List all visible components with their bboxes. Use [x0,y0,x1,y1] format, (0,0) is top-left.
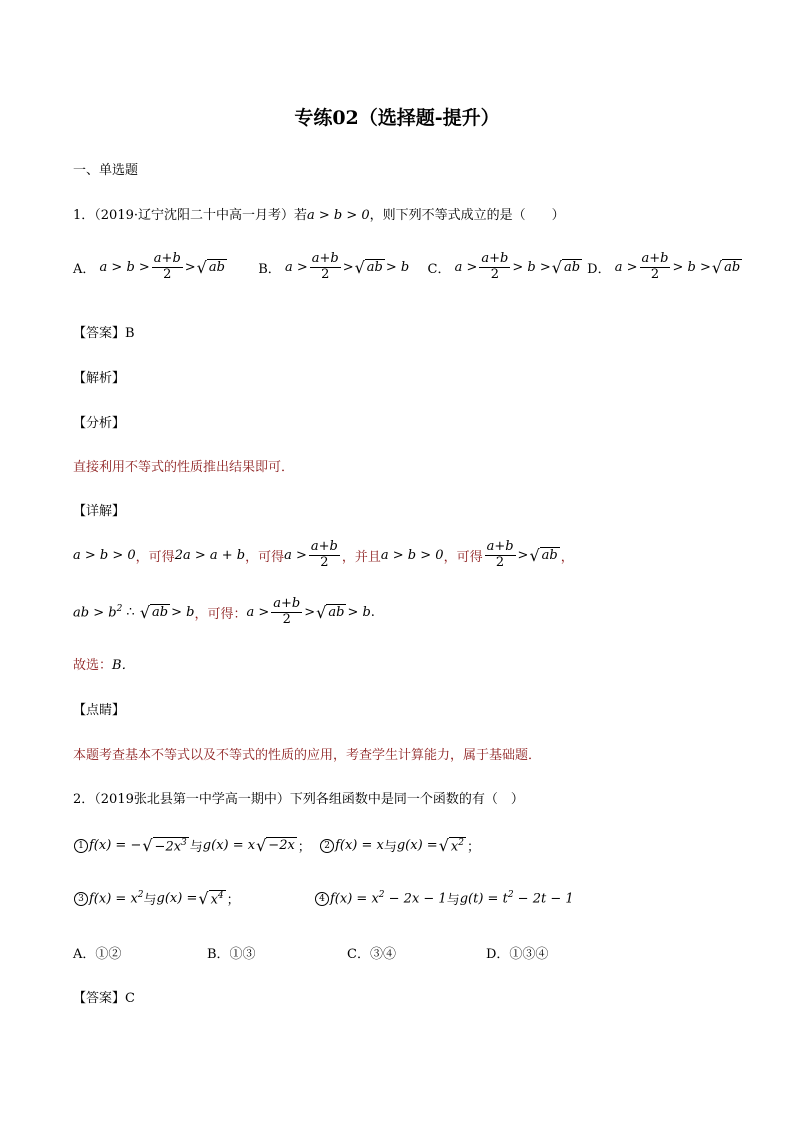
q1-detail-line2: ab > $b^2$ ∴ √ ab > b ，可得： a > $\frac{a+b}{2}$ > √ ab > b . [73,596,375,627]
section-heading: 一、单选题 [73,163,139,178]
q2-item-4: 4 $f(x) = x^2 - 2x - 1$ 与 $g(t) = t^2 - 2t - 1$ [314,889,574,908]
q1-stem: 1．（2019·辽宁沈阳二十中高一月考）若a > b > 0，则下列不等式成立的是（ ） [73,208,565,223]
q2-stem: 2．（2019张北县第一中学高一期中）下列各组函数中是同一个函数的有（ ） [73,792,524,807]
q1-fenxi-label: 【分析】 [73,416,126,431]
q1-option-a: A． a > b > $\frac{a+b}{2}$ > √ ab [73,251,225,282]
q1-dianjing-label: 【点睛】 [73,703,126,718]
q1-option-c: C． a > $\frac{a+b}{2}$ > b > √ ab [427,251,581,282]
q1-answer: 【答案】B [73,326,135,341]
q1-guxuan: 故选：B． [73,658,135,673]
q1-fenxi-text: 直接利用不等式的性质推出结果即可． [73,460,295,475]
q2-option-a: A．①② [73,947,122,962]
q1-options [73,252,743,283]
q1-jiexi-label: 【解析】 [73,371,126,386]
q2-option-d: D．①③④ [486,947,549,962]
q2-option-b: B．①③ [207,947,256,962]
q1-detail-line1: a > b > 0 ，可得 2a > a + b ，可得 a > $\frac{a+b}{2}$ ，并且 a > b > 0 ，可得 $\frac{a+b}{2}$ > √ ab ， [73,539,574,570]
q1-option-b: B． a > $\frac{a+b}{2}$ > √ ab > b [258,251,410,282]
q1-xiangjie-label: 【详解】 [73,504,126,519]
q2-option-c: C．③④ [347,947,396,962]
q1-dianjing-text: 本题考查基本不等式以及不等式的性质的应用，考查学生计算能力，属于基础题． [73,748,542,763]
page-title: 专练02（选择题-提升） [294,107,500,129]
q2-answer: 【答案】C [73,991,135,1006]
q2-item-1-2: 1 f(x) = − √ $-2x^3$ 与 g(x) = x √ −2x ； 2 f(x) = x 与 g(x) = √ $x^2$ ； [73,836,480,855]
q2-item-3: 3 $f(x) = x^2$ 与 g(x) = √ $x^4$ ； [73,889,240,908]
q1-condition: a > b > 0 [307,208,370,223]
q1-option-d: D． a > $\frac{a+b}{2}$ > b > √ ab [587,251,741,282]
